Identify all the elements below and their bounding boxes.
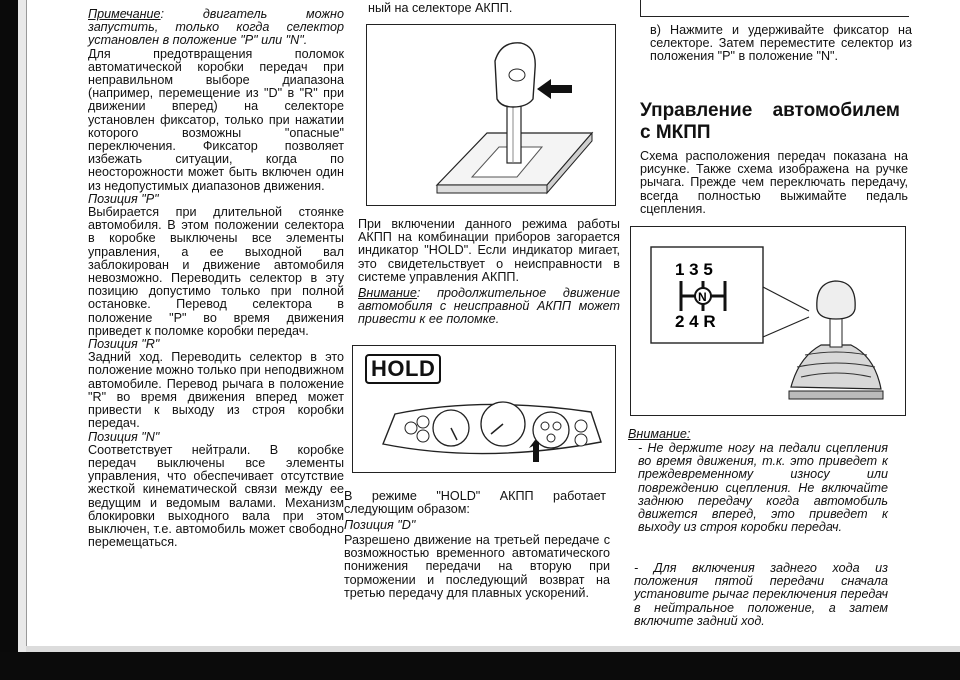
position-p-text: Выбирается при длительной стоянке автомобиля. В этом положении селектора в коробке выключены все элементы управления, а ее выходной вал заблокирован и движение автомобиля невозможно. Переводить селектор в эту позицию допустимо только при полной остановке. Перевод селектора в положение "P" во время движения приведет к поломке коробки передач. [88, 205, 344, 338]
gear-pattern-illustration [631, 227, 905, 415]
hold-indicator-label: HOLD [365, 354, 441, 384]
position-n-title: Позиция "N" [88, 429, 160, 444]
position-r-text: Задний ход. Переводить селектор в это положение можно только при неподвижном автомобиле. Перевод рычага в положение "R" во время движения вперед может привести к выходу из строя коробки передач. [88, 350, 344, 431]
hold-warning-text: : продолжительное движение автомобиля с неисправной АКПП может привести к ее поломке. [358, 286, 620, 327]
selector-illustration [367, 25, 615, 205]
step-c-paragraph: в) Нажмите и удерживайте фиксатор на селекторе. Затем переместите селектор из положения "P" в положение "N". [650, 23, 912, 64]
scan-left-edge [0, 0, 18, 680]
note-text: : двигатель можно запустить, только когда селектор установлен в положение "P" или "N". [88, 7, 344, 48]
gear-diagram-figure [630, 226, 906, 416]
column-right [628, 0, 912, 640]
position-p-title: Позиция "P" [88, 191, 159, 206]
note-paragraph [88, 8, 344, 48]
manual-warning-bullet-2: - Для включения заднего хода из положения пятой передачи сначала установите рычаг переключения передач в нейтральное положение, а затем включите задний ход. [634, 561, 888, 628]
gear-bottom-row: 2 4 R [675, 312, 716, 331]
hold-warning-label: Внимание [358, 286, 417, 300]
column-middle [344, 0, 620, 640]
selector-figure [366, 24, 616, 206]
hold-warning [358, 287, 620, 327]
note-label: Примечание [88, 7, 161, 21]
position-r-title: Позиция "R" [88, 337, 160, 352]
column-left [88, 8, 344, 549]
page-binding-strip [18, 0, 27, 680]
gear-top-row: 1 3 5 [675, 260, 713, 279]
hold-indicator-figure [352, 345, 616, 473]
position-d-text: Разрешено движение на третьей передаче с возможностью временного автоматического понижения передачи на вторую при торможении и последующий возврат на третью передачу для плавных ускорений. [344, 533, 610, 600]
gear-neutral: N [698, 290, 707, 304]
section-heading: Управление автомобилем с МКПП [640, 100, 900, 143]
manual-warning-label: Внимание: [628, 427, 691, 441]
lock-paragraph: Для предотвращения поломок автоматической коробки передач при неправильном выборе диапазона (например, перемещение из "D" в "R" при движении вперед) на селекторе установлен фиксатор, только при нажатии которого возможны "опасные" переключения. Фиксатор позволяет избежать ситуации, когда по неосторожности может быть включен один из недопустимых диапазонов движения. [88, 46, 344, 193]
hold-paragraph: При включении данного режима работы АКПП на комбинации приборов загорается индикатор "HOLD". Если индикатор мигает, это свидетельствует о неисправности в системе управления АКПП. [358, 217, 620, 284]
manual-warning-bullet-1: - Не держите ногу на педали сцепления во время движения, т.к. это приведет к преждевременному износу или повреждению сцепления. Не включайте заднюю передачу когда автомобиль движется вперед, это приведет к выходу из строя коробки передач. [638, 441, 888, 535]
position-n-text: Соответствует нейтрали. В коробке передач выключены все элементы управления, что обеспечивает отсутствие жесткой кинематической связи между ее ведущим и ведомым валами. Механизм блокировки выходного вала при этом выключен, т.е. автомобиль может свободно перемещаться. [88, 442, 344, 550]
top-fragment: ный на селекторе АКПП. [368, 1, 513, 15]
hold-mode-paragraph: В режиме "HOLD" АКПП работает следующим образом: [344, 489, 606, 517]
position-d-title: Позиция "D" [344, 518, 416, 532]
scan-bottom-edge [0, 652, 960, 680]
page-bottom-strip [26, 646, 960, 652]
manual-intro: Схема расположения передач показана на рисунке. Также схема изображена на ручке рычага. Прежде чем переключать передачу, всегда полностью выжимайте педаль сцепления. [640, 149, 908, 216]
